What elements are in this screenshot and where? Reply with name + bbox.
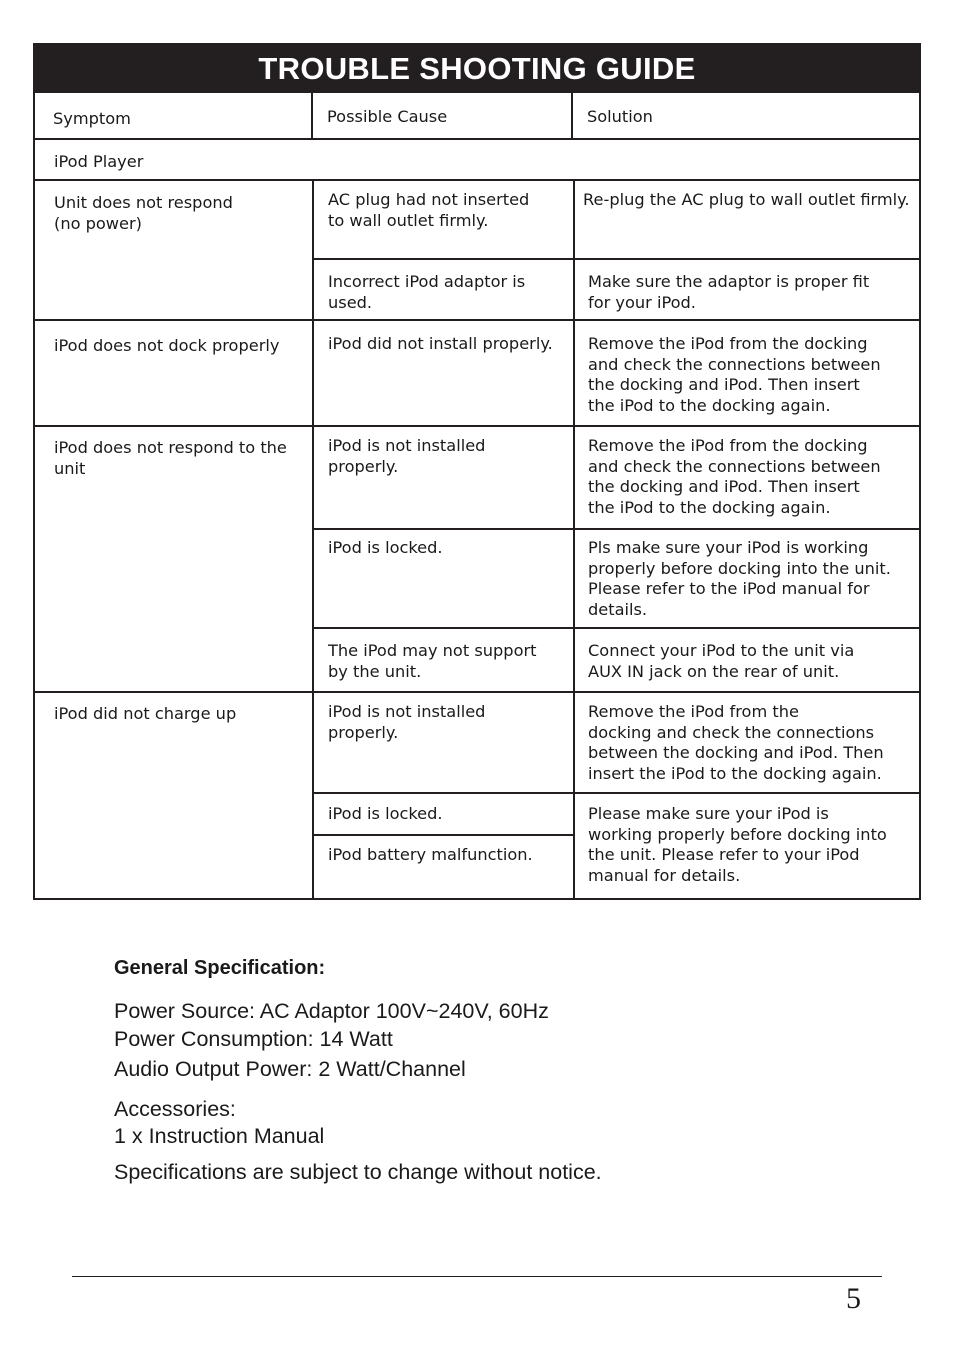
row-4-solution-2: Please make sure your iPod is working properly before docking into the unit. Please refer to your iPod manual for details. xyxy=(588,804,887,885)
spec-accessory-item: 1 x Instruction Manual xyxy=(114,1124,325,1148)
row-3-cause-2: iPod is locked. xyxy=(328,538,443,557)
spec-accessories-label: Accessories: xyxy=(114,1097,236,1121)
row-2-cause-1: iPod did not install properly. xyxy=(328,334,553,353)
header-possible-cause: Possible Cause xyxy=(327,107,448,126)
row-4-cause-1: iPod is not installed properly. xyxy=(328,702,486,742)
header-solution: Solution xyxy=(587,107,653,126)
spec-title: General Specification: xyxy=(114,957,326,979)
row-4-cause-2: iPod is locked. xyxy=(328,804,443,823)
guide-title: TROUBLE SHOOTING GUIDE xyxy=(33,43,921,93)
row-3-solution-1: Remove the iPod from the docking and check the connections between the docking and iPod. Then insert the iPod to the docking again. xyxy=(588,436,881,517)
row-2-solution-1: Remove the iPod from the docking and check the connections between the docking and iPod. Then insert the iPod to the docking again. xyxy=(588,334,881,415)
row-3-solution-3: Connect your iPod to the unit via AUX IN jack on the rear of unit. xyxy=(588,641,855,681)
row-3-cause-3: The iPod may not support by the unit. xyxy=(328,641,537,681)
row-3-symptom: iPod does not respond to the unit xyxy=(54,438,287,478)
row-3-cause-1: iPod is not installed properly. xyxy=(328,436,486,476)
row-1-solution-2: Make sure the adaptor is proper fit for your iPod. xyxy=(588,272,870,312)
section-label: iPod Player xyxy=(54,152,144,171)
row-1-symptom: Unit does not respond (no power) xyxy=(54,193,233,233)
spec-audio-output: Audio Output Power: 2 Watt/Channel xyxy=(114,1057,466,1081)
spec-notice: Specifications are subject to change without notice. xyxy=(114,1160,602,1184)
footer-rule xyxy=(72,1276,882,1277)
row-1-solution-1: Re-plug the AC plug to wall outlet firmly. xyxy=(583,190,910,209)
row-4-symptom: iPod did not charge up xyxy=(54,704,237,723)
row-2-symptom: iPod does not dock properly xyxy=(54,336,280,355)
row-4-solution-1: Remove the iPod from the docking and check the connections between the docking and iPod. Then insert the iPod to the docking again. xyxy=(588,702,884,783)
page-number: 5 xyxy=(846,1282,861,1315)
row-4-cause-3: iPod battery malfunction. xyxy=(328,845,533,864)
spec-power-consumption: Power Consumption: 14 Watt xyxy=(114,1027,393,1051)
row-1-cause-2: Incorrect iPod adaptor is used. xyxy=(328,272,526,312)
header-symptom: Symptom xyxy=(53,109,131,128)
row-1-cause-1: AC plug had not inserted to wall outlet firmly. xyxy=(328,190,530,230)
row-3-solution-2: Pls make sure your iPod is working properly before docking into the unit. Please refer to the iPod manual for details. xyxy=(588,538,891,619)
spec-power-source: Power Source: AC Adaptor 100V~240V, 60Hz xyxy=(114,999,549,1023)
